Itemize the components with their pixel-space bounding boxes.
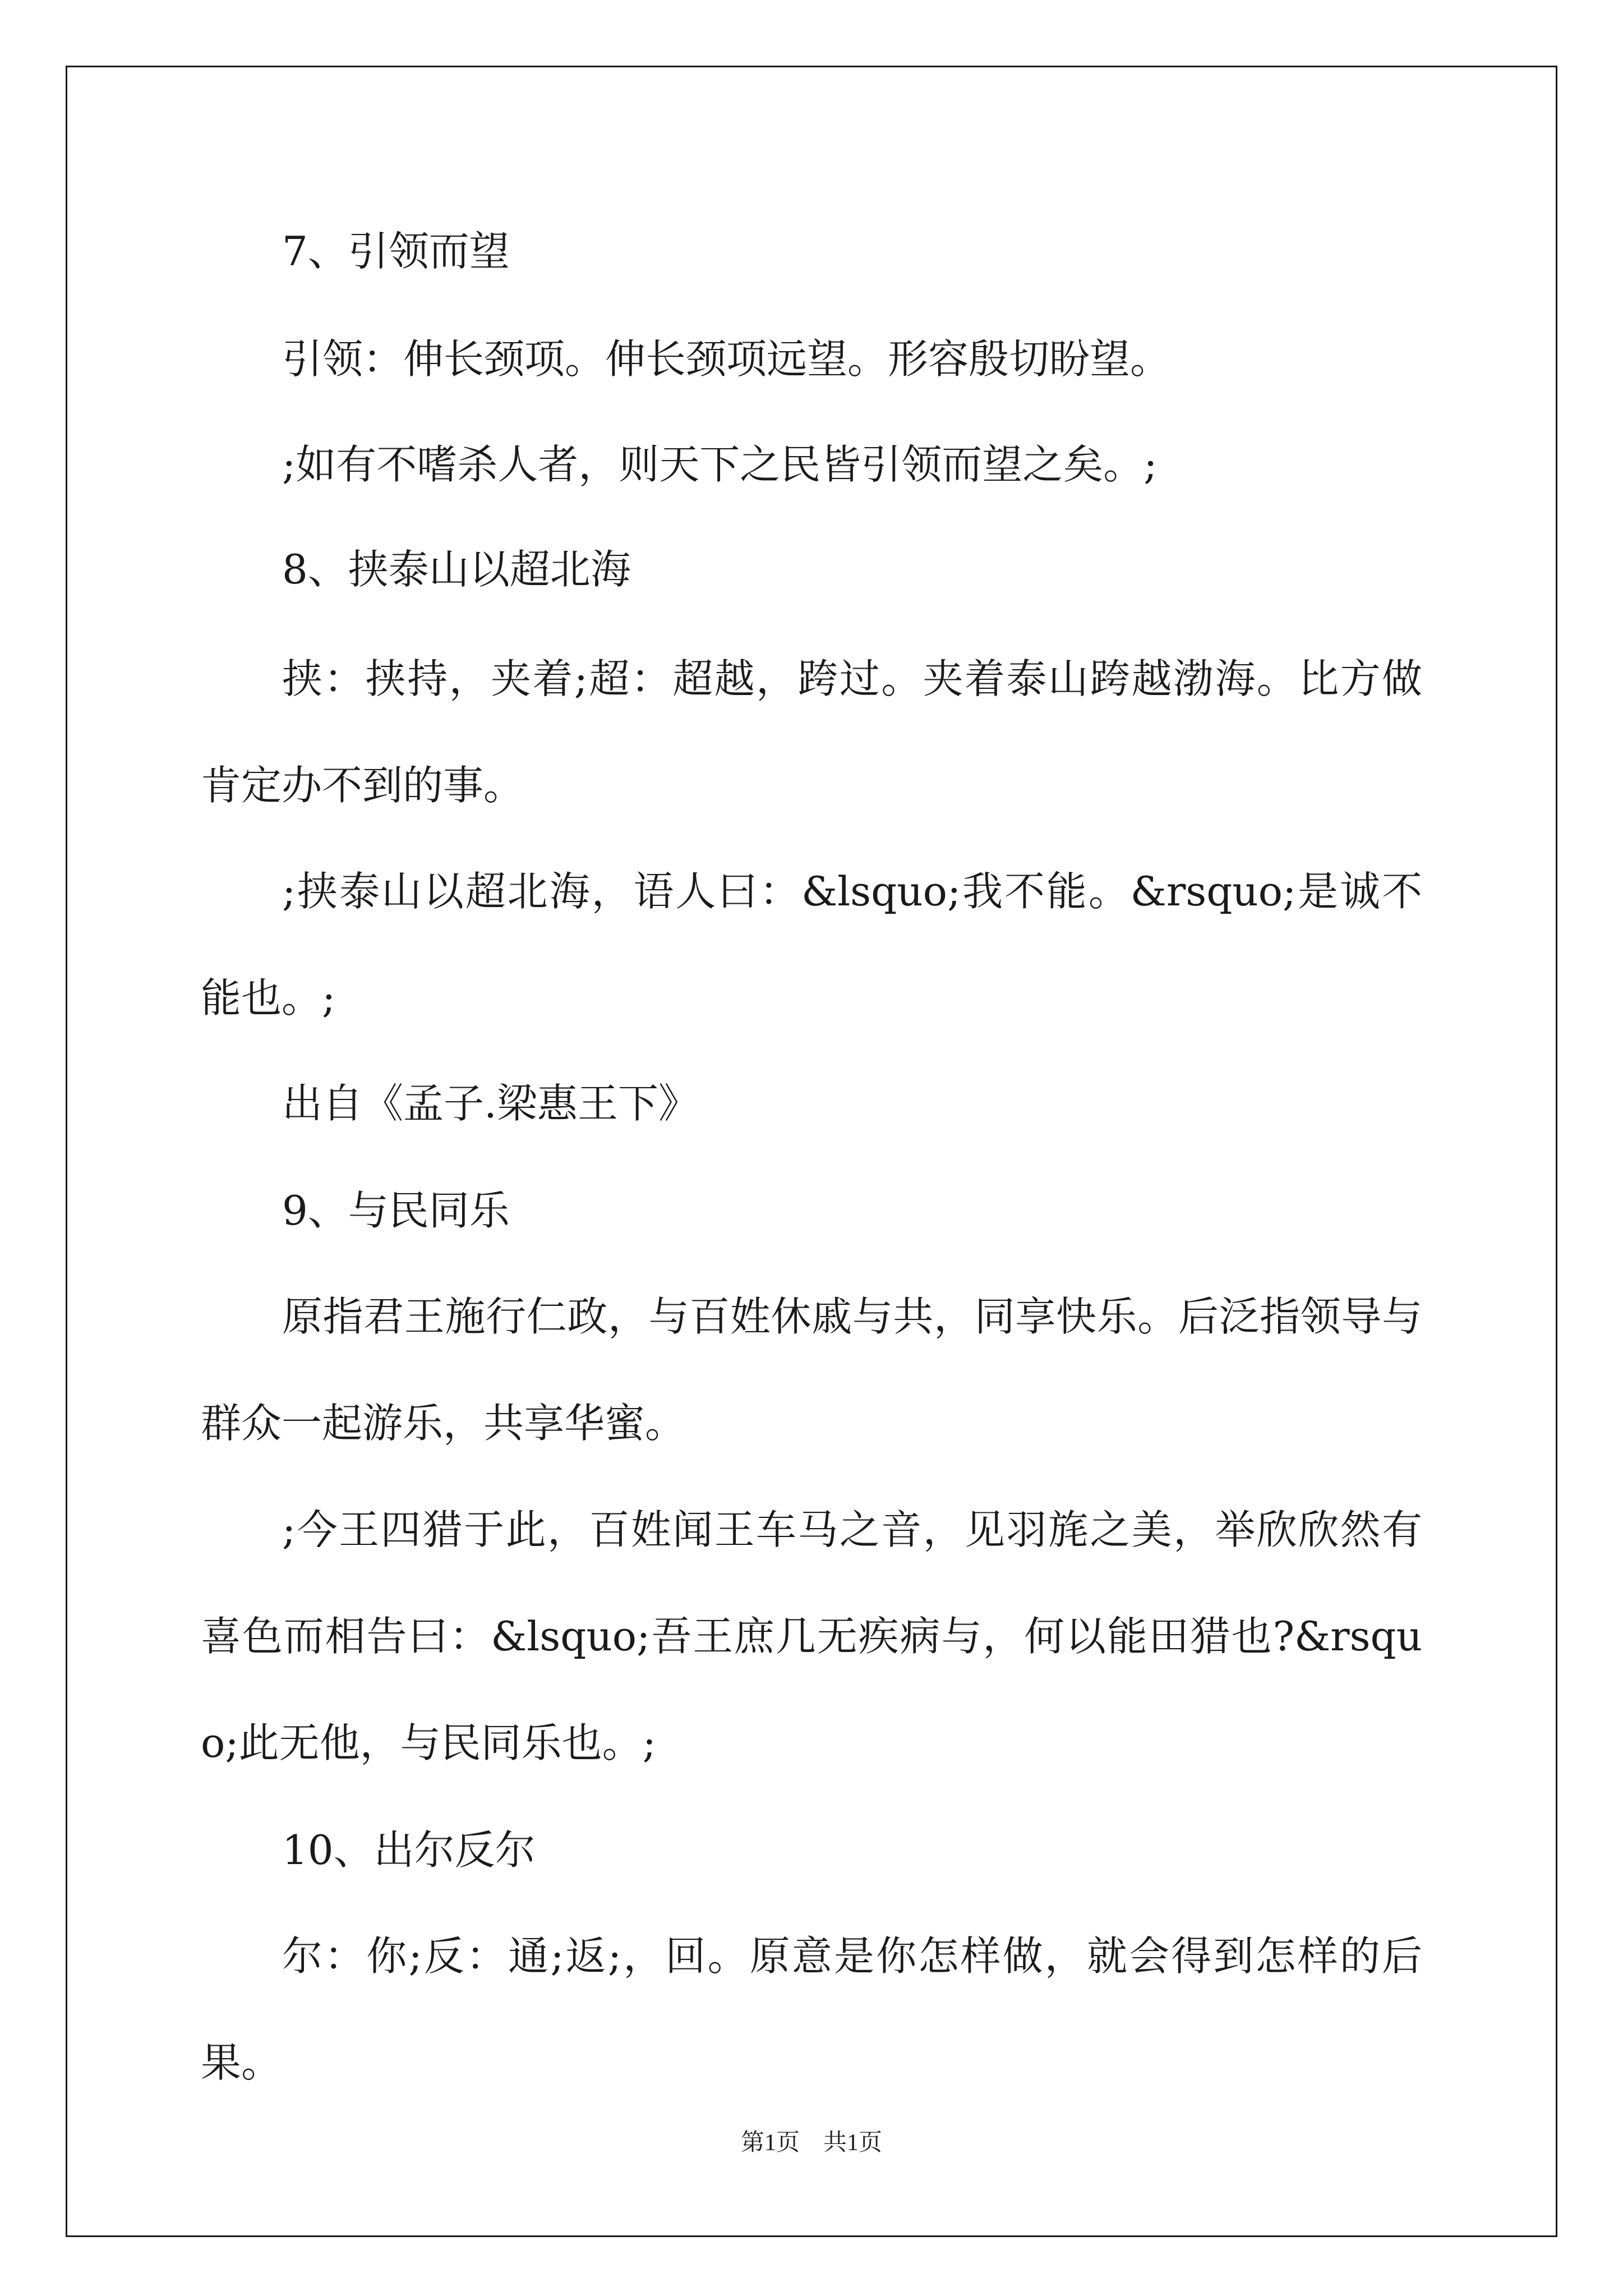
quote-8: ;挟泰山以超北海，语人曰：&lsquo;我不能。&rsquo;是诚不能也。; bbox=[201, 868, 1422, 1022]
heading-10: 10、出尔反尔 bbox=[282, 1826, 536, 1874]
definition-9: 原指君王施行仁政，与百姓休戚与共，同享快乐。后泛指领导与群众一起游乐，共享华蜜。 bbox=[201, 1293, 1422, 1447]
heading-8: 8、挟泰山以超北海 bbox=[282, 546, 631, 593]
definition-10: 尔：你;反：通;返;，回。原意是你怎样做，就会得到怎样的后果。 bbox=[201, 1932, 1422, 2086]
quote-9: ;今王四猎于此，百姓闻王车马之音，见羽旄之美，举欣欣然有喜色而相告曰：&lsquo;吾王庶几无疾病与，何以能田猎也?&rsquo;此无他，与民同乐也。; bbox=[201, 1506, 1422, 1766]
quote-7: ;如有不嗜杀人者，则天下之民皆引领而望之矣。; bbox=[282, 441, 1158, 488]
heading-9: 9、与民同乐 bbox=[282, 1187, 510, 1234]
source-8: 出自《孟子.梁惠王下》 bbox=[282, 1080, 699, 1127]
definition-8: 挟：挟持，夹着;超：超越，跨过。夹着泰山跨越渤海。比方做肯定办不到的事。 bbox=[201, 655, 1422, 809]
heading-7: 7、引领而望 bbox=[282, 228, 510, 275]
page-number-footer: 第1页 共1页 bbox=[740, 2130, 882, 2156]
definition-7: 引领：伸长颈项。伸长颈项远望。形容殷切盼望。 bbox=[282, 335, 1171, 383]
